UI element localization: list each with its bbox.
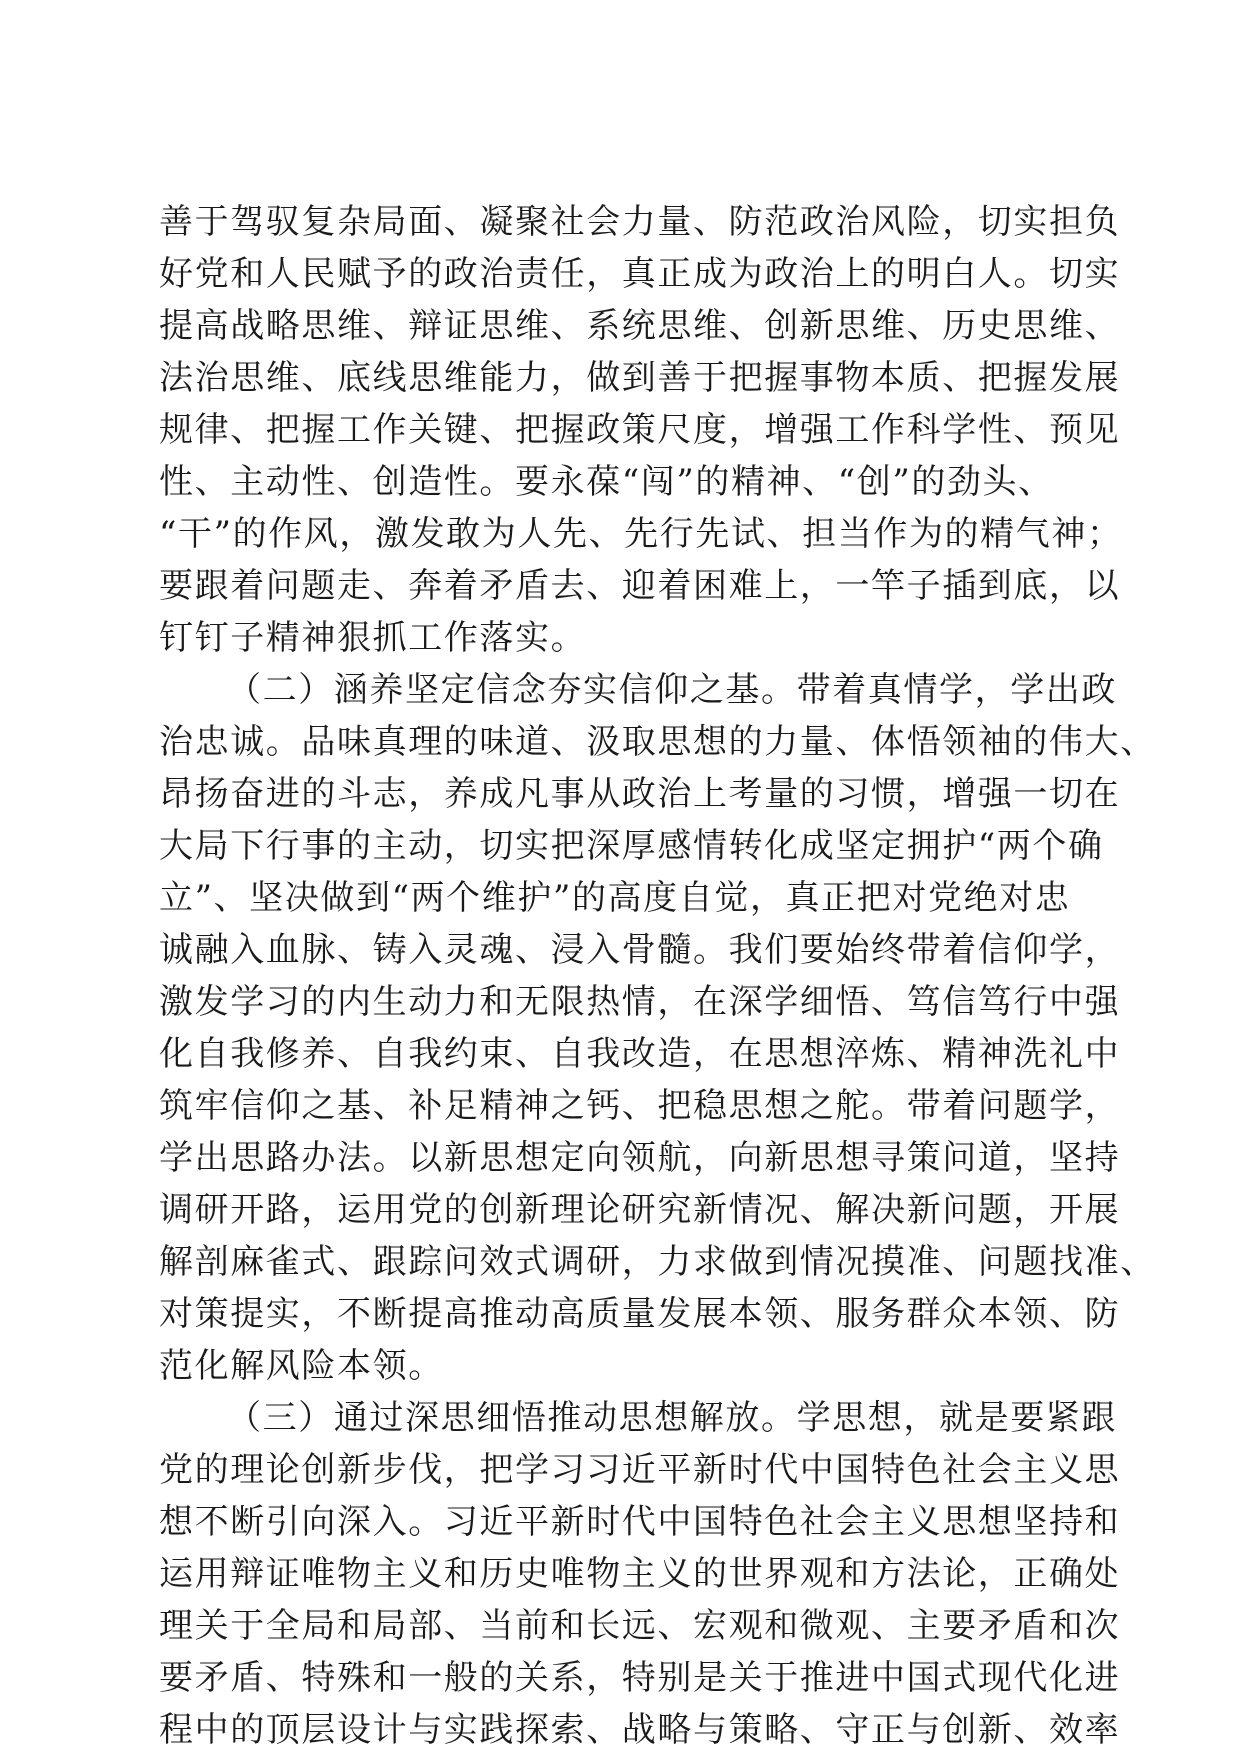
text-line: 筑牢信仰之基、补足精神之钙、把稳思想之舵。带着问题学，: [159, 1086, 1121, 1126]
text-line: 化自我修养、自我约束、自我改造，在思想淬炼、精神洗礼中: [159, 1034, 1121, 1074]
text-line: 性、主动性、创造性。要永葆“闯”的精神、“创”的劲头、: [159, 462, 1054, 502]
text-line: 理关于全局和局部、当前和长远、宏观和微观、主要矛盾和次: [159, 1606, 1121, 1646]
paragraph-section-3: [159, 1392, 1121, 1756]
text-line: 想不断引向深入。习近平新时代中国特色社会主义思想坚持和: [159, 1502, 1121, 1542]
text-line: 对策提实，不断提高推动高质量发展本领、服务群众本领、防: [159, 1294, 1121, 1334]
text-line: 程中的顶层设计与实践探索、战略与策略、守正与创新、效率: [159, 1710, 1121, 1750]
text-line: 提高战略思维、辩证思维、系统思维、创新思维、历史思维、: [159, 306, 1121, 346]
text-line: 运用辩证唯物主义和历史唯物主义的世界观和方法论，正确处: [159, 1554, 1121, 1594]
text-line: 规律、把握工作关键、把握政策尺度，增强工作科学性、预见: [159, 410, 1121, 450]
section-heading-line: （二）涵养坚定信念夯实信仰之基。带着真情学，学出政: [227, 670, 1117, 710]
text-line: 法治思维、底线思维能力，做到善于把握事物本质、把握发展: [159, 358, 1121, 398]
text-line: 治忠诚。品味真理的味道、汲取思想的力量、体悟领袖的伟大、: [159, 722, 1156, 762]
text-line: 善于驾驭复杂局面、凝聚社会力量、防范政治风险，切实担负: [159, 202, 1121, 242]
text-line: 好党和人民赋予的政治责任，真正成为政治上的明白人。切实: [159, 254, 1121, 294]
text-line: 调研开路，运用党的创新理论研究新情况、解决新问题，开展: [159, 1190, 1121, 1230]
text-line: 诚融入血脉、铸入灵魂、浸入骨髓。我们要始终带着信仰学，: [159, 930, 1121, 970]
text-line: 昂扬奋进的斗志，养成凡事从政治上考量的习惯，增强一切在: [159, 774, 1121, 814]
paragraph-continuation: [159, 196, 1123, 664]
text-line: 大局下行事的主动，切实把深厚感情转化成坚定拥护“两个确: [159, 826, 1104, 866]
text-line: “干”的作风，激发敢为人先、先行先试、担当作为的精气神；: [159, 514, 1123, 554]
text-line: 要矛盾、特殊和一般的关系，特别是关于推进中国式现代化进: [159, 1658, 1121, 1698]
section-heading-line: （三）通过深思细悟推动思想解放。学思想，就是要紧跟: [227, 1398, 1117, 1438]
text-line: 党的理论创新步伐，把学习习近平新时代中国特色社会主义思: [159, 1450, 1121, 1490]
text-line: 要跟着问题走、奔着矛盾去、迎着困难上，一竿子插到底，以: [159, 566, 1121, 606]
text-line: 钉钉子精神狠抓工作落实。: [159, 618, 587, 658]
text-line: 学出思路办法。以新思想定向领航，向新思想寻策问道，坚持: [159, 1138, 1121, 1178]
text-line: 立”、坚决做到“两个维护”的高度自觉，真正把对党绝对忠: [159, 878, 1071, 918]
text-line: 激发学习的内生动力和无限热情，在深学细悟、笃信笃行中强: [159, 982, 1121, 1022]
text-line: 解剖麻雀式、跟踪问效式调研，力求做到情况摸准、问题找准、: [159, 1242, 1156, 1282]
paragraph-section-2: [159, 664, 1156, 1392]
text-line: 范化解风险本领。: [159, 1346, 444, 1386]
document-body: [159, 196, 1156, 1756]
